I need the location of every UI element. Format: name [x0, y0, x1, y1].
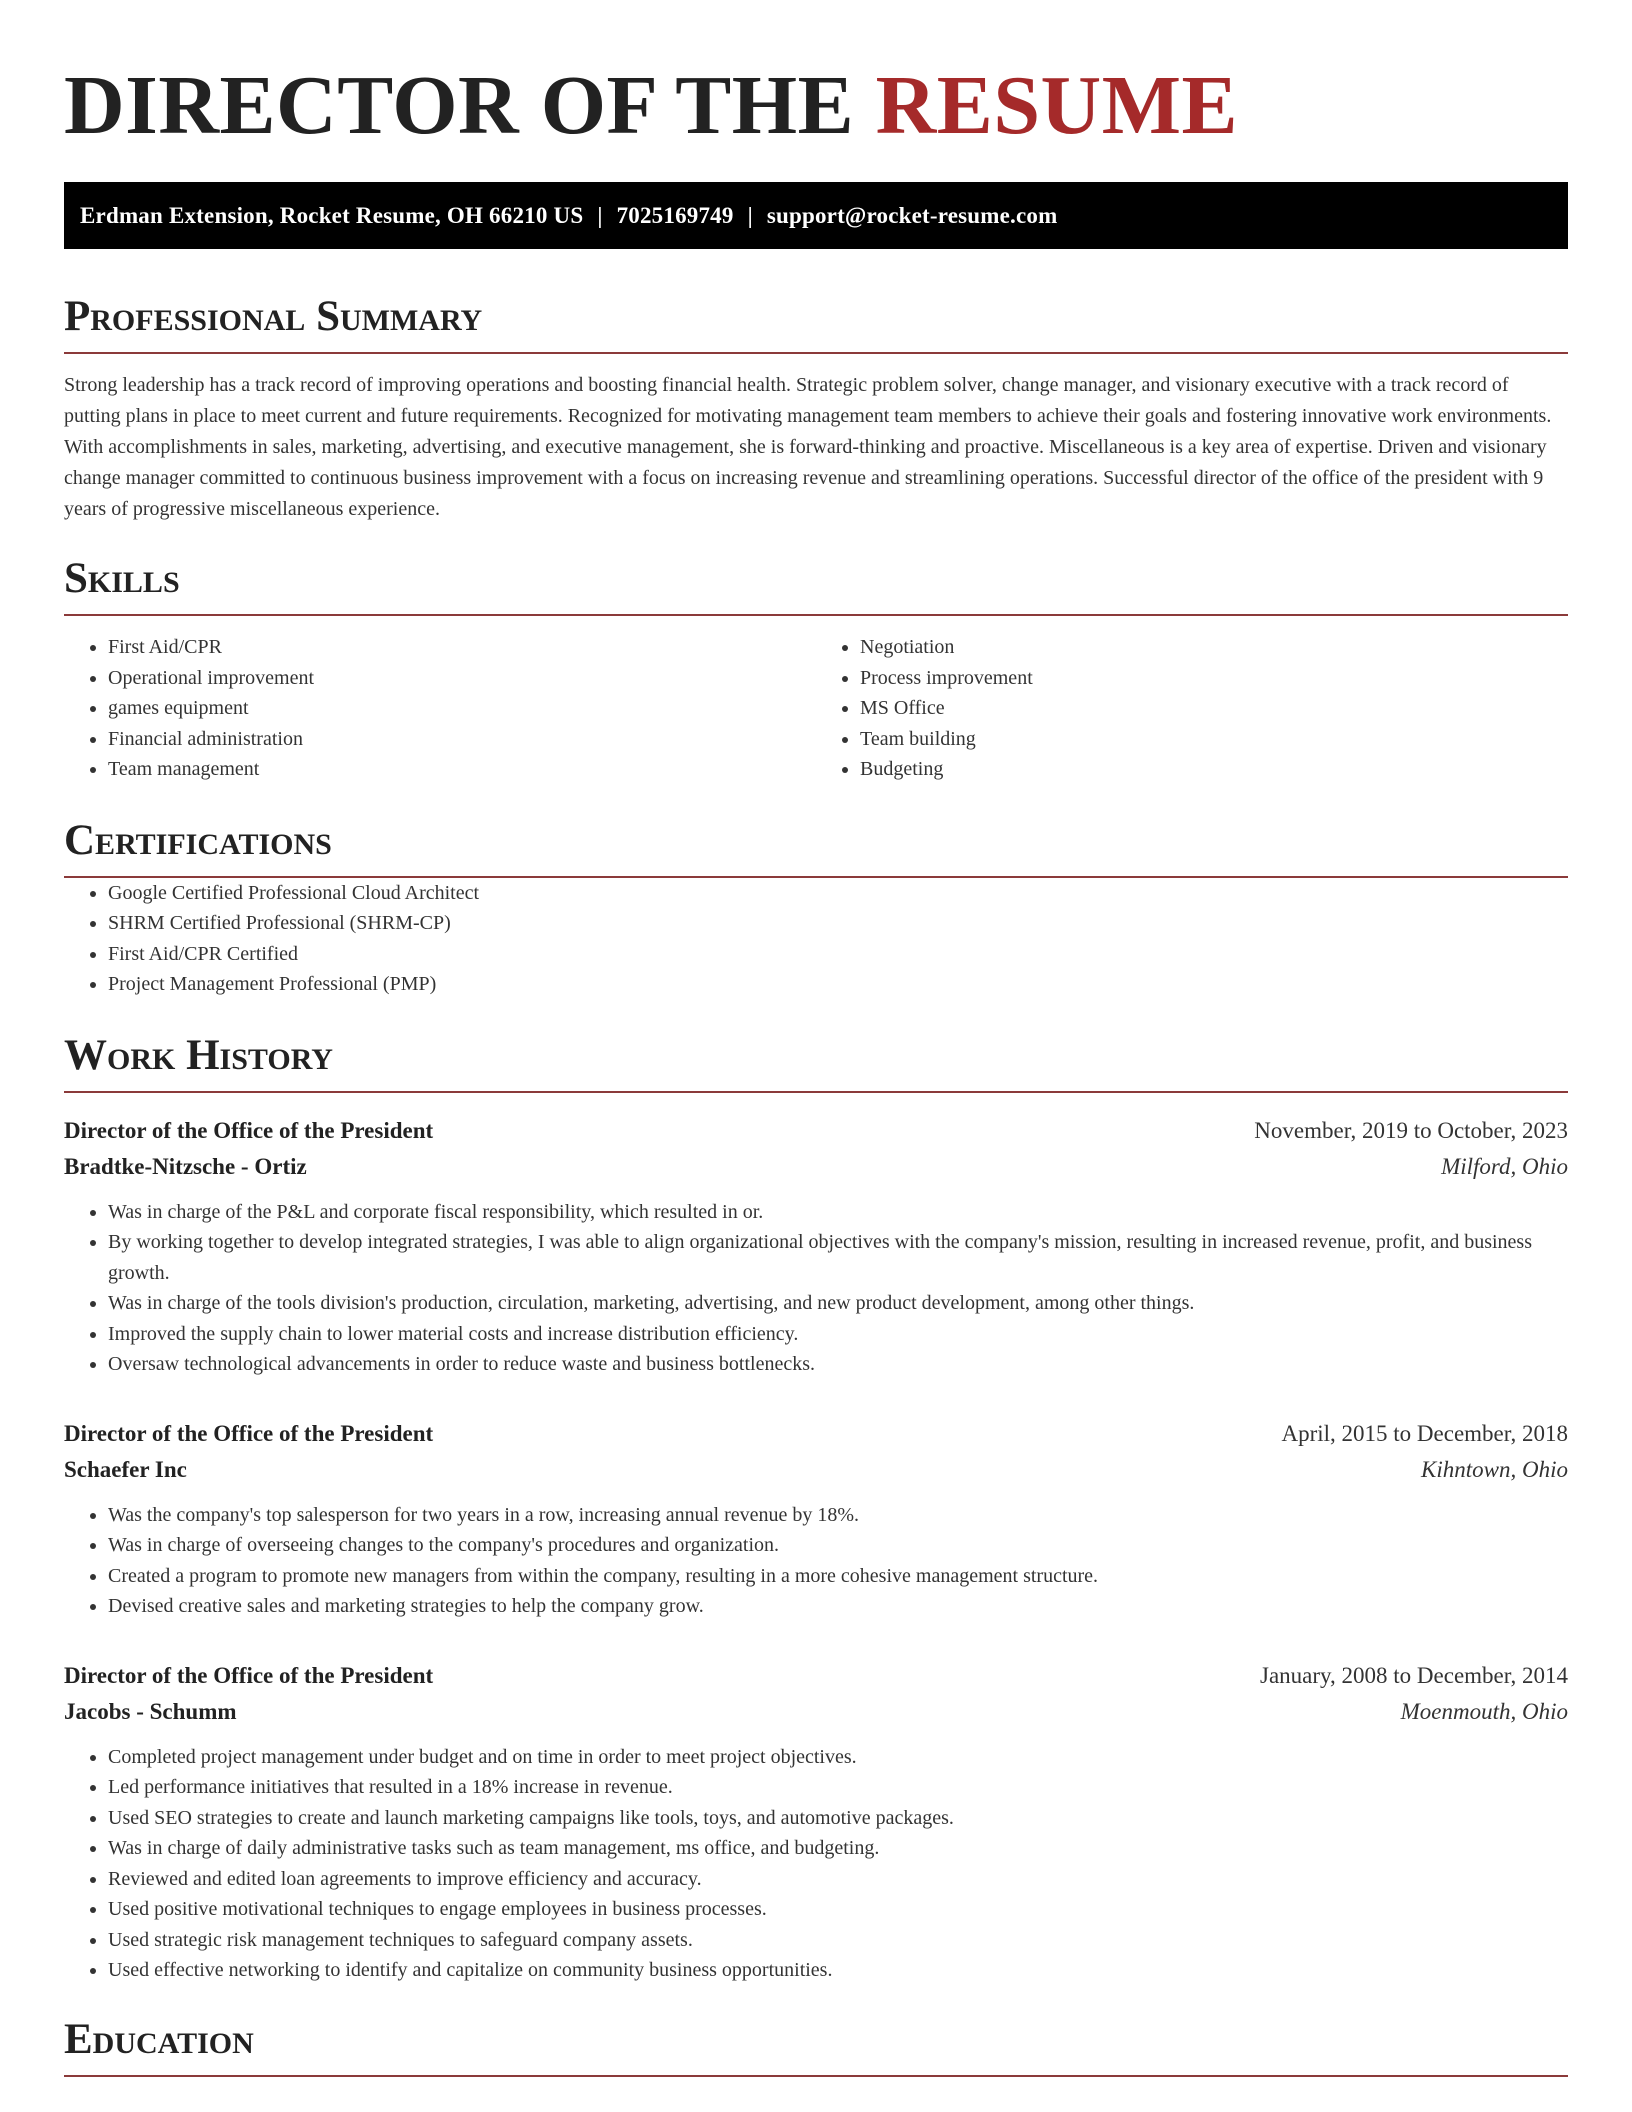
- contact-separator: |: [597, 202, 603, 228]
- skills-list: [64, 632, 1568, 785]
- resume-title: [64, 59, 1568, 152]
- skill-item: • Process improvement: [860, 663, 1568, 694]
- certification-item: • Project Management Professional (PMP): [108, 969, 1568, 1000]
- skill-item: • Negotiation: [860, 632, 1568, 663]
- job-bullet: • Used positive motivational techniques to engage employees in business processes.: [108, 1894, 1568, 1925]
- certification-item: • First Aid/CPR Certified: [108, 939, 1568, 970]
- contact-separator: |: [747, 202, 753, 228]
- certifications-list: [64, 878, 1568, 1000]
- skill-item: • Financial administration: [108, 724, 816, 755]
- job-company: Schaefer Inc: [64, 1456, 187, 1482]
- job-bullets: [64, 1742, 1568, 1986]
- job-role: Director of the Office of the President: [64, 1117, 434, 1143]
- skill-item: • games equipment: [108, 693, 816, 724]
- summary-text: Strong leadership has a track record of improving operations and boosting financial health. Strategic problem solver, change manager, and visionary executive with a track record of putting plans in place to meet current and future requirements. Recognized for motivating management team members to achieve their goals and fostering innovative work environments. With accomplishments in sales, marketing, advertising, and executive management, she is forward-thinking and proactive. Miscellaneous is a key area of expertise. Driven and visionary change manager committed to continuous business improvement with a focus on increasing revenue and streamlining operations. Successful director of the office of the president with 9 years of progressive miscellaneous experience.: [64, 374, 1552, 520]
- job-bullet: • Oversaw technological advancements in order to reduce waste and business bottlenecks.: [108, 1349, 1568, 1380]
- job-dates: April, 2015 to December, 2018: [1281, 1420, 1568, 1446]
- job-bullet: • Led performance initiatives that resulted in a 18% increase in revenue.: [108, 1772, 1568, 1803]
- contact-phone: 7025169749: [616, 202, 734, 228]
- job-role: Director of the Office of the President: [64, 1662, 434, 1688]
- skills-heading: Skills: [64, 557, 1568, 616]
- job-location: Milford, Ohio: [1441, 1153, 1568, 1179]
- work-history-heading: Work History: [64, 1034, 1568, 1093]
- contact-email: support@rocket-resume.com: [766, 202, 1058, 228]
- title-accent: RESUME: [875, 59, 1239, 152]
- skill-item: • First Aid/CPR: [108, 632, 816, 663]
- contact-address: Erdman Extension, Rocket Resume, OH 66210 US: [80, 202, 584, 228]
- skills-column-left: [64, 632, 816, 785]
- skill-item: • Team management: [108, 754, 816, 785]
- certifications-heading: Certifications: [64, 819, 1568, 878]
- job-bullet: • Was in charge of the tools division's production, circulation, marketing, advertising, and new product development, among other things.: [108, 1288, 1568, 1319]
- summary-heading: Professional Summary: [64, 295, 1568, 354]
- skills-column-right: [816, 632, 1568, 785]
- job-dates: November, 2019 to October, 2023: [1254, 1117, 1568, 1143]
- job-bullet: • Completed project management under budget and on time in order to meet project objectives.: [108, 1742, 1568, 1773]
- job-bullet: • Used effective networking to identify and capitalize on community business opportunities.: [108, 1955, 1568, 1986]
- skill-item: • Budgeting: [860, 754, 1568, 785]
- skill-item: • Team building: [860, 724, 1568, 755]
- job-bullet: • Devised creative sales and marketing strategies to help the company grow.: [108, 1591, 1568, 1622]
- skill-item: • Operational improvement: [108, 663, 816, 694]
- certification-item: • Google Certified Professional Cloud Architect: [108, 878, 1568, 909]
- certification-item: • SHRM Certified Professional (SHRM-CP): [108, 908, 1568, 939]
- job-bullet: • Created a program to promote new managers from within the company, resulting in a more cohesive management structure.: [108, 1561, 1568, 1592]
- job-bullets: [64, 1197, 1568, 1380]
- job-bullet: • Reviewed and edited loan agreements to improve efficiency and accuracy.: [108, 1864, 1568, 1895]
- job-location: Kihntown, Ohio: [1421, 1456, 1568, 1482]
- job-bullet: • Used SEO strategies to create and launch marketing campaigns like tools, toys, and automotive packages.: [108, 1803, 1568, 1834]
- job-location: Moenmouth, Ohio: [1400, 1698, 1568, 1724]
- job-dates: January, 2008 to December, 2014: [1260, 1662, 1568, 1688]
- job-bullet: • Used strategic risk management techniques to safeguard company assets.: [108, 1925, 1568, 1956]
- job-company: Bradtke-Nitzsche - Ortiz: [64, 1153, 307, 1179]
- job-bullet: • By working together to develop integrated strategies, I was able to align organizational objectives with the company's mission, resulting in increased revenue, profit, and business growth.: [108, 1227, 1568, 1288]
- education-heading: Education: [64, 2018, 1568, 2077]
- job-bullet: • Was in charge of daily administrative tasks such as team management, ms office, and budgeting.: [108, 1833, 1568, 1864]
- job-bullet: • Improved the supply chain to lower material costs and increase distribution efficiency.: [108, 1319, 1568, 1350]
- title-main: DIRECTOR OF THE: [64, 59, 876, 152]
- job-bullet: • Was in charge of overseeing changes to the company's procedures and organization.: [108, 1530, 1568, 1561]
- skill-item: • MS Office: [860, 693, 1568, 724]
- job-bullets: [64, 1500, 1568, 1622]
- job-company: Jacobs - Schumm: [64, 1698, 237, 1724]
- job-role: Director of the Office of the President: [64, 1420, 434, 1446]
- job-entry: [64, 1416, 1568, 1622]
- job-entry: [64, 1113, 1568, 1380]
- job-bullet: • Was the company's top salesperson for two years in a row, increasing annual revenue by 18%.: [108, 1500, 1568, 1531]
- job-bullet: • Was in charge of the P&L and corporate fiscal responsibility, which resulted in or.: [108, 1197, 1568, 1228]
- contact-bar: [64, 182, 1568, 249]
- job-entry: [64, 1658, 1568, 1986]
